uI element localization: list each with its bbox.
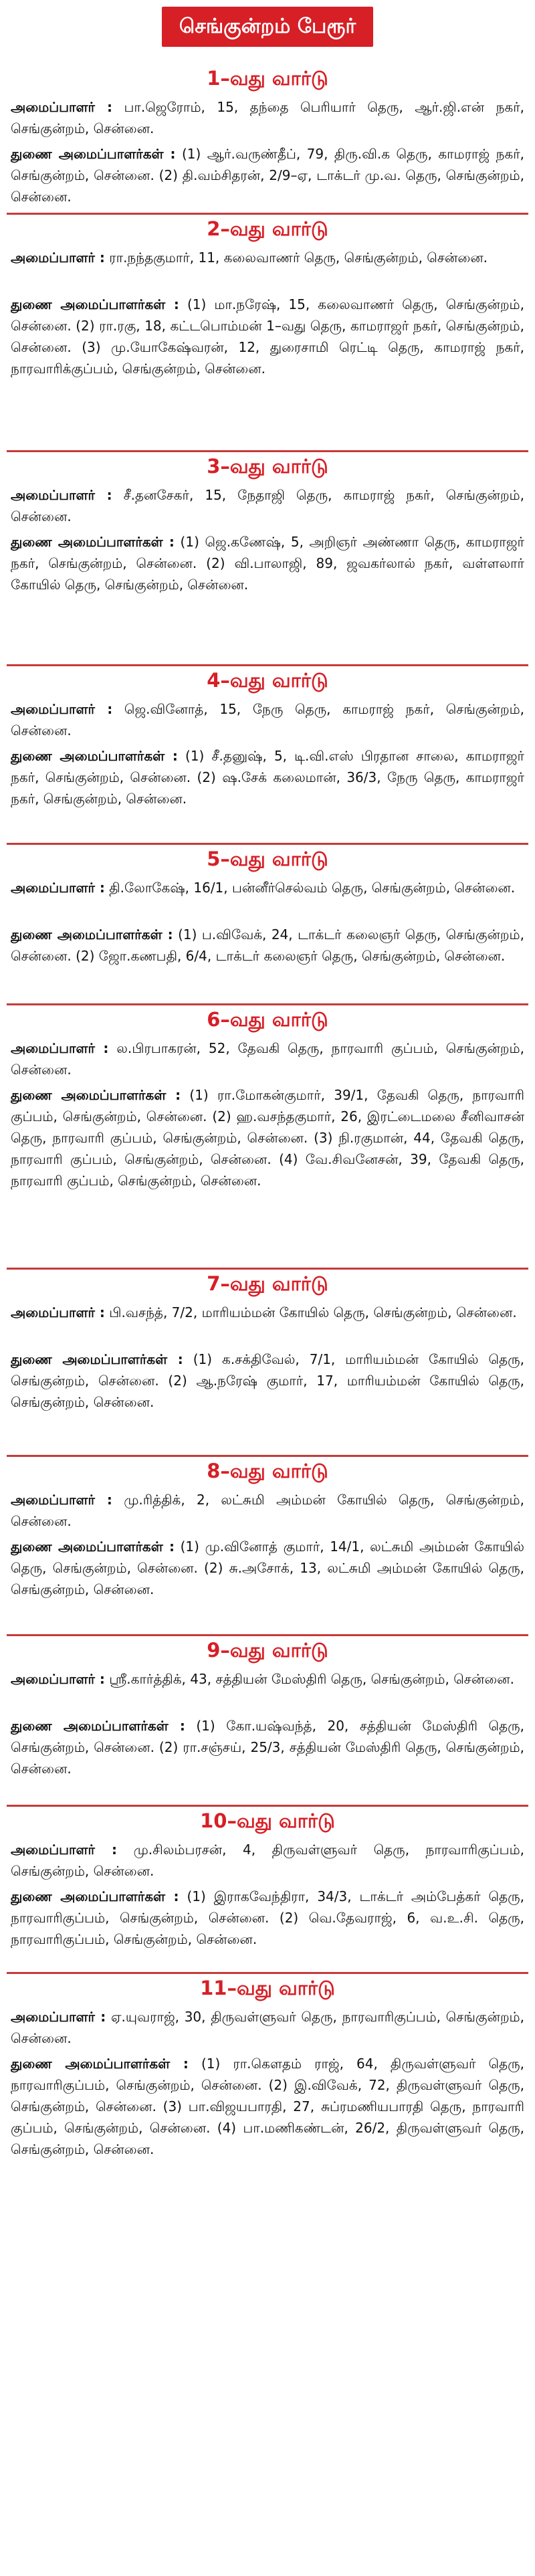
deputies-entry [11,1536,524,1621]
organizer-label: அமைப்பாளர் : [11,2009,106,2025]
ward-title: 1–வது வார்டு [207,67,328,90]
organizer-details: பா.ஜெரோம், 15, தந்தை பெரியார் தெரு, ஆர்.ஜி.என் நகர், செங்குன்றம், சென்னை. [11,99,524,136]
organizer-entry [11,2006,524,2049]
deputies-label: துணை அமைப்பாளர்கள் : [11,1539,175,1555]
organizer-details: தி.லோகேஷ், 16/1, பன்னீர்செல்வம் தெரு, செங்குன்றம், சென்னை. [109,880,516,896]
ward-section-9 [7,1636,528,1807]
deputies-entry [11,2053,524,2224]
organizer-label: அமைப்பாளர் : [11,250,105,266]
organizer-details: ஜெ.வினோத், 15, நேரு தெரு, காமராஜ் நகர், செங்குன்றம், சென்னை. [11,701,524,738]
ward-section-4 [7,666,528,845]
deputies-entry [11,531,524,638]
deputies-label: துணை அமைப்பாளர்கள் : [11,2056,189,2072]
deputies-details: (1) ப.விவேக், 24, டாக்டர் கலைஞர் தெரு, செங்குன்றம், சென்னை. (2) ஜோ.கணபதி, 6/4, டாக்டர் கலைஞர் தெரு, செங்குன்றம், சென்னை. [11,926,524,964]
ward-title: 5–வது வார்டு [207,848,328,870]
organizer-entry [11,1037,524,1080]
deputies-entry [11,1715,524,1801]
organizer-details: மு.சிலம்பரசன், 4, திருவள்ளுவர் தெரு, நாரவாரிகுப்பம், செங்குன்றம், சென்னை. [11,1842,524,1879]
ward-section-7 [7,1270,528,1457]
ward-title: 9–வது வார்டு [207,1639,328,1662]
organizer-details: ரா.நந்தகுமார், 11, கலைவாணர் தெரு, செங்குன்றம், சென்னை. [109,250,488,266]
organizer-label: அமைப்பாளர் : [11,487,112,503]
organizer-entry [11,96,524,139]
deputies-details: (1) ரா.மோகன்குமார், 39/1, தேவகி தெரு, நாரவாரி குப்பம், செங்குன்றம், சென்னை. (2) ஹ.வசந்தகுமார், 26, இரட்டைமலை சீனிவாசன் தெரு, நாரவாரி குப்பம், செங்குன்றம், சென்னை. (3) நி.ரகுமான், 44, தேவகி தெரு, நாரவாரி குப்பம், செங்குன்றம், சென்னை. (4) வே.சிவனேசன், 39, தேவகி தெரு, நாரவாரி குப்பம், செங்குன்றம், சென்னை. [11,1087,524,1189]
organizer-label: அமைப்பாளர் : [11,1492,112,1508]
deputies-label: துணை அமைப்பாளர்கள் : [11,146,176,162]
organizer-details: சீ.தனசேகர், 15, நேதாஜி தெரு, காமராஜ் நகர், செங்குன்றம், சென்னை. [11,487,524,524]
organizer-details: ஸ்ரீ.கார்த்திக், 43, சத்தியன் மேஸ்திரி தெரு, செங்குன்றம், சென்னை. [109,1671,514,1687]
deputies-entry [11,1084,524,1256]
ward-title: 2–வது வார்டு [207,217,328,240]
deputies-label: துணை அமைப்பாளர்கள் : [11,926,173,943]
organizer-label: அமைப்பாளர் : [11,1671,105,1687]
ward-section-5 [7,845,528,1005]
deputies-details: (1) ரா.கௌதம் ராஜ், 64, திருவள்ளுவர் தெரு, நாரவாரிகுப்பம், செங்குன்றம், சென்னை. (2) இ.விவேக், 72, திருவள்ளுவர் தெரு, செங்குன்றம், சென்னை. (3) பா.விஜயபாரதி, 27, சுப்ரமணியபாரதி தெரு, நாரவாரி குப்பம், செங்குன்றம், சென்னை. (4) பா.மணிகண்டன், 26/2, திருவள்ளுவர் தெரு, செங்குன்றம், சென்னை. [11,2056,524,2157]
ward-title: 4–வது வார்டு [207,669,328,692]
ward-section-2 [7,215,528,452]
deputies-label: துணை அமைப்பாளர்கள் : [11,1888,179,1904]
organizer-label: அமைப்பாளர் : [11,1304,105,1320]
organizer-details: ஏ.யுவராஜ், 30, திருவள்ளுவர் தெரு, நாரவாரிகுப்பம், செங்குன்றம், சென்னை. [11,2009,524,2046]
ward-title: 8–வது வார்டு [207,1460,328,1482]
ward-section-1 [7,64,528,215]
page-title: செங்குன்றம் பேரூர் [162,7,373,47]
deputies-label: துணை அமைப்பாளர்கள் : [11,534,175,550]
ward-title: 3–வது வார்டு [207,455,328,478]
deputies-entry [11,924,524,988]
organizer-label: அமைப்பாளர் : [11,1040,109,1056]
organizer-entry [11,1302,524,1345]
ward-title: 6–வது வார்டு [207,1008,328,1031]
deputies-details: (1) கோ.யஷ்வந்த், 20, சத்தியன் மேஸ்திரி தெரு, செங்குன்றம், சென்னை. (2) ரா.சஞ்சய், 25/3, சத்தியன் மேஸ்திரி தெரு, செங்குன்றம், சென்னை. [11,1718,524,1777]
organizer-entry [11,877,524,920]
organizer-entry [11,698,524,741]
deputies-details: (1) ஆர்.வருண்தீப், 79, திரு.வி.க தெரு, காமராஜ் நகர், செங்குன்றம், சென்னை. (2) தி.வம்சிதரன், 2/9–ஏ, டாக்டர் மு.வ. தெரு, செங்குன்றம், சென்னை. [11,146,524,205]
deputies-label: துணை அமைப்பாளர்கள் : [11,1718,185,1734]
organizer-label: அமைப்பாளர் : [11,1842,118,1858]
organizer-entry [11,247,524,290]
ward-title: 10–வது வார்டு [200,1809,335,1832]
deputies-details: (1) மா.நரேஷ், 15, கலைவாணர் தெரு, செங்குன்றம், சென்னை. (2) ரா.ரகு, 18, கட்டபொம்மன் 1–வது தெரு, காமராஜர் நகர், செங்குன்றம், சென்னை. (3) மு.யோகேஷ்வரன், 12, துரைசாமி ரெட்டி தெரு, காமராஜ் நகர், நாரவாரிக்குப்பம், செங்குன்றம், சென்னை. [11,296,524,377]
organizer-entry [11,484,524,527]
deputies-details: (1) மு.வினோத் குமார், 14/1, லட்சுமி அம்மன் கோயில் தெரு, செங்குன்றம், சென்னை. (2) சு.அசோக், 13, லட்சுமி அம்மன் கோயில் தெரு, செங்குன்றம், சென்னை. [11,1539,524,1597]
deputies-label: துணை அமைப்பாளர்கள் : [11,1351,183,1367]
ward-section-11 [7,1974,528,2235]
organizer-entry [11,1489,524,1532]
ward-section-8 [7,1457,528,1636]
ward-list [0,64,535,2235]
deputies-entry [11,294,524,422]
organizer-entry [11,1839,524,1882]
deputies-entry [11,1886,524,1971]
organizer-details: பி.வசந்த், 7/2, மாரியம்மன் கோயில் தெரு, செங்குன்றம், சென்னை. [109,1304,517,1320]
header [0,0,535,64]
deputies-entry [11,1349,524,1434]
deputies-details: (1) க.சக்திவேல், 7/1, மாரியம்மன் கோயில் தெரு, செங்குன்றம், சென்னை. (2) ஆ.நரேஷ் குமார், 17, மாரியம்மன் கோயில் தெரு, செங்குன்றம், சென்னை. [11,1351,524,1410]
deputies-label: துணை அமைப்பாளர்கள் : [11,748,178,764]
deputies-entry [11,745,524,831]
deputies-details: (1) இராகவேந்திரா, 34/3, டாக்டர் அம்பேத்கர் தெரு, நாரவாரிகுப்பம், செங்குன்றம், சென்னை. (2) வெ.தேவராஜ், 6, வ.உ.சி. தெரு, நாரவாரிகுப்பம், செங்குன்றம், சென்னை. [11,1888,524,1947]
organizer-entry [11,1668,524,1711]
ward-title: 7–வது வார்டு [207,1272,328,1295]
ward-title: 11–வது வார்டு [200,1977,335,1999]
deputies-entry [11,143,524,207]
ward-section-10 [7,1807,528,1974]
organizer-label: அமைப்பாளர் : [11,99,113,115]
deputies-label: துணை அமைப்பாளர்கள் : [11,296,179,312]
deputies-label: துணை அமைப்பாளர்கள் : [11,1087,181,1103]
organizer-label: அமைப்பாளர் : [11,880,105,896]
organizer-details: ல.பிரபாகரன், 52, தேவகி தெரு, நாரவாரி குப்பம், செங்குன்றம், சென்னை. [11,1040,524,1078]
organizer-details: மு.ரித்திக், 2, லட்சுமி அம்மன் கோயில் தெரு, செங்குன்றம், சென்னை. [11,1492,524,1529]
organizer-label: அமைப்பாளர் : [11,701,113,717]
deputies-details: (1) சீ.தனுஷ், 5, டி.வி.எஸ் பிரதான சாலை, காமராஜர் நகர், செங்குன்றம், சென்னை. (2) ஷ.சேக் கலைமான், 36/3, நேரு தெரு, காமராஜர் நகர், செங்குன்றம், சென்னை. [11,748,524,807]
ward-section-6 [7,1005,528,1270]
deputies-details: (1) ஜெ.கணேஷ், 5, அறிஞர் அண்ணா தெரு, காமராஜர் நகர், செங்குன்றம், சென்னை. (2) வி.பாலாஜி, 89, ஜவகர்லால் நகர், வள்ளலார் கோயில் தெரு, செங்குன்றம், சென்னை. [11,534,524,593]
ward-section-3 [7,452,528,666]
